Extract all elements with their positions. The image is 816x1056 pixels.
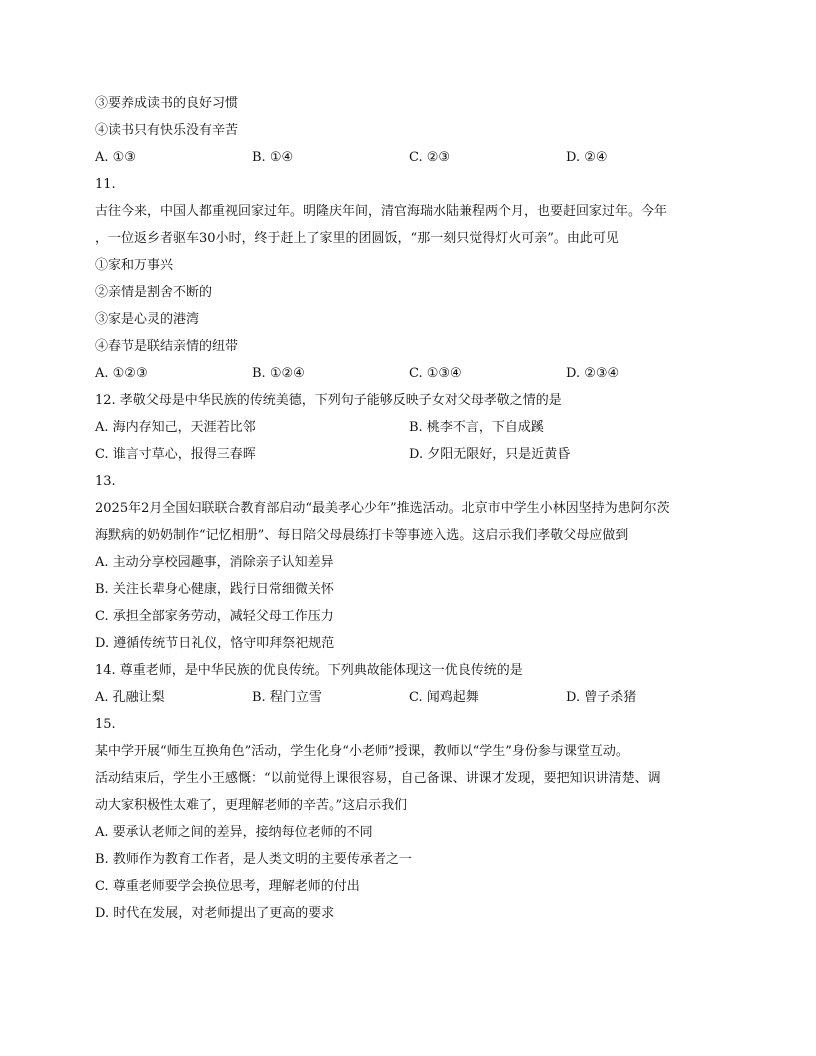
q15-option-d: D. 时代在发展，对老师提出了更高的要求: [95, 906, 335, 921]
q14-option-b: B. 程门立雪: [252, 690, 322, 705]
q14-option-c: C. 闻鸡起舞: [409, 690, 479, 705]
q11-item-1: ①家和万事兴: [95, 258, 174, 273]
q11-item-4: ④春节是联结亲情的纽带: [95, 339, 239, 354]
q13-option-d: D. 遵循传统节日礼仪，恪守叩拜祭祀规范: [95, 636, 335, 651]
q15-stem-line-1: 某中学开展“师生互换角色”活动，学生化身“小老师”授课，教师以“学生”身份参与课堂互动。: [95, 744, 629, 759]
q15-stem-line-2: 活动结束后，学生小王感慨：“以前觉得上课很容易，自己备课、讲课才发现，要把知识讲清楚、调: [95, 771, 661, 786]
q14-option-a: A. 孔融让梨: [95, 690, 165, 705]
q10-option-a: A. ①③: [95, 150, 136, 165]
q11-item-3: ③家是心灵的港湾: [95, 312, 200, 327]
q10-option-c: C. ②③: [409, 150, 451, 165]
q13-option-c: C. 承担全部家务劳动，减轻父母工作压力: [95, 609, 334, 624]
q12-option-d: D. 夕阳无限好，只是近黄昏: [409, 447, 571, 462]
q11-option-a: A. ①②③: [95, 366, 148, 381]
q13-option-a: A. 主动分享校园趣事，消除亲子认知差异: [95, 555, 334, 570]
q10-option-d: D. ②④: [566, 150, 608, 165]
q10-option-b: B. ①④: [252, 150, 294, 165]
q12-options-row-2: [95, 446, 725, 473]
q14-options: [95, 689, 725, 716]
q13-stem-line-2: 海默病的奶奶制作“记忆相册”、每日陪父母晨练打卡等事迹入选。这启示我们孝敬父母应做到: [95, 528, 629, 543]
q11-option-b: B. ①②④: [252, 366, 305, 381]
q15-option-c: C. 尊重老师要学会换位思考，理解老师的付出: [95, 879, 360, 894]
q15-stem-line-3: 动大家积极性太难了，更理解老师的辛苦。”这启示我们: [95, 798, 408, 813]
q10-item-4: ④读书只有快乐没有辛苦: [95, 123, 239, 138]
q10-item-3: ③要养成读书的良好习惯: [95, 96, 239, 111]
q12-options-row-1: [95, 419, 725, 446]
q11-option-d: D. ②③④: [566, 366, 620, 381]
q13-stem-line-1: 2025年2月全国妇联联合教育部启动“最美孝心少年”推选活动。北京市中学生小林因坚持为患阿尔茨: [95, 501, 670, 516]
q13-number: 13.: [95, 474, 116, 489]
q14-stem: 14. 尊重老师，是中华民族的优良传统。下列典故能体现这一优良传统的是: [95, 663, 523, 678]
q12-option-b: B. 桃李不言，下自成蹊: [409, 420, 544, 435]
q11-stem-line-2: ，一位返乡者驱车30小时，终于赶上了家里的团圆饭，“那一刻只觉得灯火可亲”。由此可见: [95, 231, 619, 246]
q12-stem: 12. 孝敬父母是中华民族的传统美德，下列句子能够反映子女对父母孝敬之情的是: [95, 393, 562, 408]
q12-option-a: A. 海内存知己，天涯若比邻: [95, 420, 256, 435]
q15-option-a: A. 要承认老师之间的差异，接纳每位老师的不同: [95, 825, 373, 840]
q12-option-c: C. 谁言寸草心，报得三春晖: [95, 447, 256, 462]
q11-options: [95, 365, 725, 392]
q11-number: 11.: [95, 177, 116, 192]
q14-option-d: D. 曾子杀猪: [566, 690, 637, 705]
exam-page: [95, 95, 725, 932]
q11-stem-line-1: 古往今来，中国人都重视回家过年。明隆庆年间，清官海瑞水陆兼程两个月，也要赶回家过年。今年: [95, 204, 668, 219]
q15-option-b: B. 教师作为教育工作者，是人类文明的主要传承者之一: [95, 852, 412, 867]
q13-option-b: B. 关注长辈身心健康，践行日常细微关怀: [95, 582, 334, 597]
q15-number: 15.: [95, 717, 116, 732]
q11-item-2: ②亲情是割舍不断的: [95, 285, 213, 300]
q11-option-c: C. ①③④: [409, 366, 462, 381]
q10-options: [95, 149, 725, 176]
